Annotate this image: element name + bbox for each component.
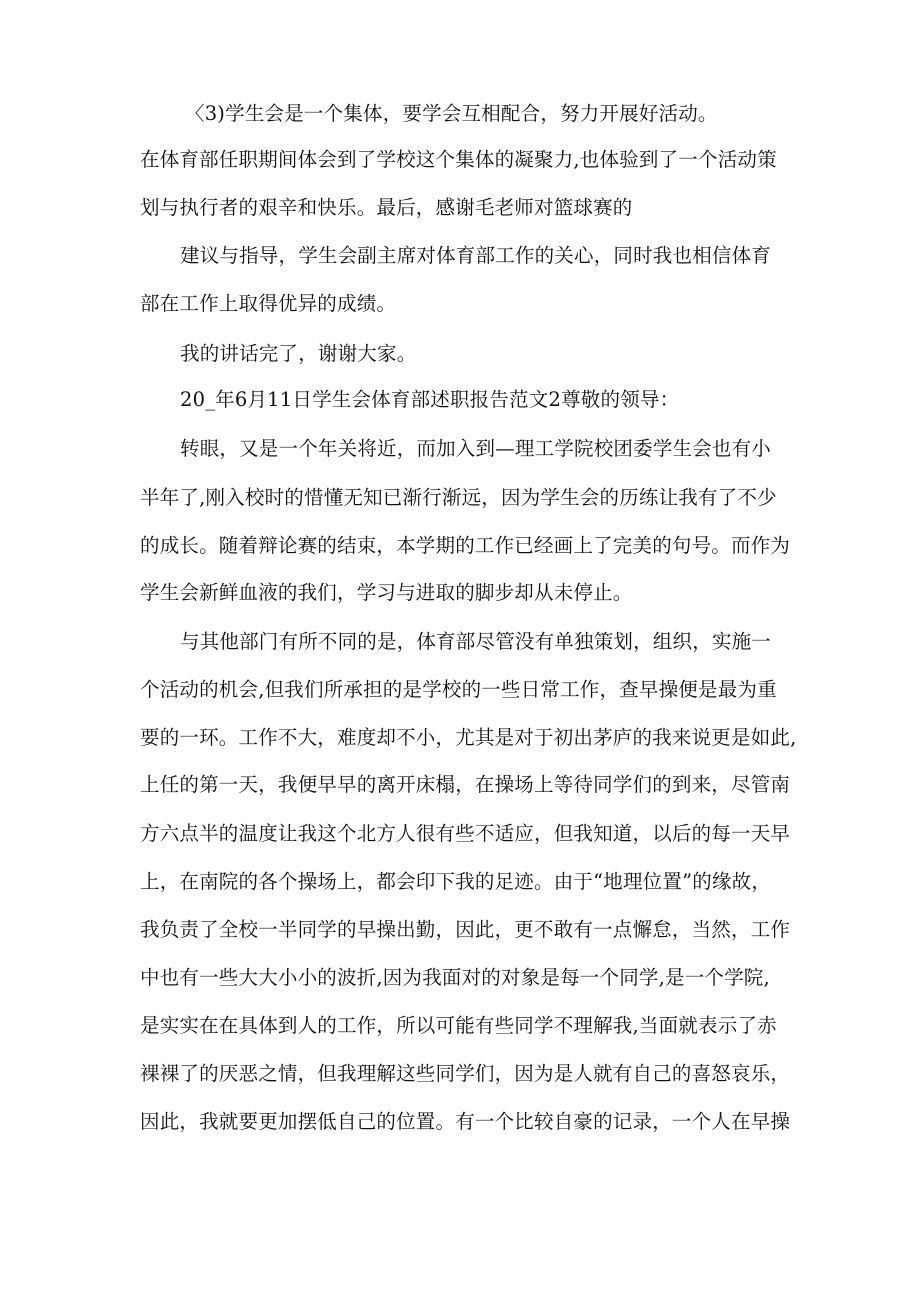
text-line: 学生会新鲜血液的我们，学习与进取的脚步却从未停止。 — [140, 581, 633, 604]
text-line: 要的一环。工作不大，难度却不小，尤其是对于初出茅庐的我来说更是如此, — [140, 726, 797, 749]
text-line: 〈3)学生会是一个集体，要学会互相配合，努力开展好活动。 — [185, 102, 718, 125]
text-line: 方六点半的温度让我这个北方人很有些不适应，但我知道，以后的每一天早 — [140, 822, 791, 845]
text-line: 我负责了全校一半同学的早操出勤，因此，更不敢有一点懈怠，当然，工作 — [140, 918, 791, 941]
text-line: 我的讲话完了，谢谢大家。 — [180, 342, 417, 365]
text-line: 上任的第一天，我便早早的离开床榻，在操场上等待同学们的到来，尽管南 — [140, 773, 791, 796]
text-line: 因此，我就要更加摆低自己的位置。有一个比较自豪的记录，一个人在早操 — [140, 1110, 791, 1133]
text-line: 的成长。随着辩论赛的结束，本学期的工作已经画上了完美的句号。而作为 — [140, 534, 791, 557]
text-line: 转眼，又是一个年关将近，而加入到—理工学院校团委学生会也有小 — [180, 437, 772, 460]
text-line: 半年了,刚入校时的惜懂无知已渐行渐远，因为学生会的历练让我有了不少 — [140, 486, 777, 509]
text-line: 中也有一些大大小小的波折,因为我面对的对象是每一个同学,是一个学院, — [140, 966, 770, 989]
text-line: 部在工作上取得优异的成绩。 — [140, 292, 397, 315]
text-line: 在体育部任职期间体会到了学校这个集体的凝聚力,也体验到了一个活动策 — [140, 148, 777, 171]
text-line: 20_年6月11日学生会体育部述职报告范文2尊敬的领导： — [180, 388, 680, 411]
text-line: 划与执行者的艰辛和快乐。最后，感谢毛老师对篮球赛的 — [140, 196, 633, 219]
text-line: 建议与指导，学生会副主席对体育部工作的关心，同时我也相信体育 — [180, 244, 772, 267]
text-line: 上，在南院的各个操场上，都会印下我的足迹。由于“地理位置”的缘故， — [140, 870, 772, 893]
text-line: 与其他部门有所不同的是，体育部尽管没有单独策划，组织，实施一 — [180, 630, 772, 653]
text-line: 是实实在在具体到人的工作，所以可能有些同学不理解我,当面就表示了赤 — [140, 1014, 777, 1037]
text-line: 裸裸了的厌恶之情，但我理解这些同学们，因为是人就有自己的喜怒哀乐， — [140, 1062, 791, 1085]
text-line: 个活动的机会,但我们所承担的是学校的一些日常工作，查早操便是最为重 — [140, 678, 777, 701]
